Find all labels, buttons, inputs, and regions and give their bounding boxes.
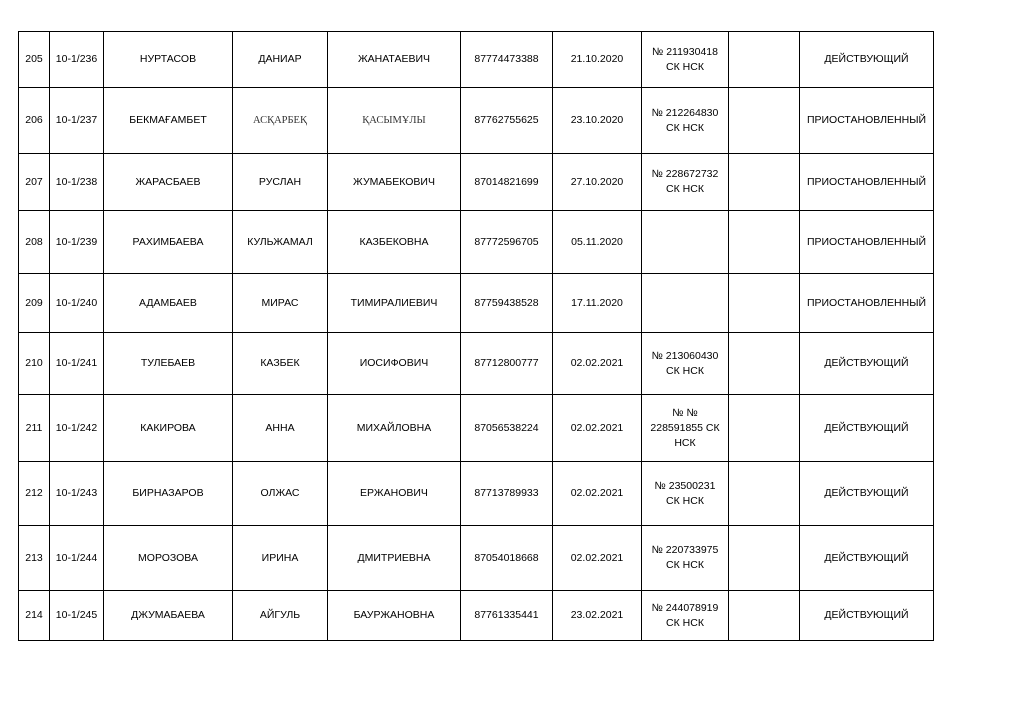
registration-number: 10-1/237 <box>50 88 104 154</box>
certificate <box>642 591 729 641</box>
first-name: АЙГУЛЬ <box>233 591 328 641</box>
note <box>729 526 800 591</box>
table-row <box>19 274 934 333</box>
phone-number: 87054018668 <box>461 526 553 591</box>
row-number: 205 <box>19 32 50 88</box>
first-name: КАЗБЕК <box>233 333 328 395</box>
status: ДЕЙСТВУЮЩИЙ <box>800 333 934 395</box>
certificate-line: № № <box>672 406 698 419</box>
table-row <box>19 395 934 462</box>
last-name: НУРТАСОВ <box>104 32 233 88</box>
note <box>729 88 800 154</box>
status: ДЕЙСТВУЮЩИЙ <box>800 395 934 462</box>
last-name: ЖАРАСБАЕВ <box>104 154 233 211</box>
table-row <box>19 154 934 211</box>
registration-number: 10-1/239 <box>50 211 104 274</box>
phone-number: 87759438528 <box>461 274 553 333</box>
first-name: ДАНИАР <box>233 32 328 88</box>
certificate-line: № 228672732 <box>651 168 719 180</box>
status: ДЕЙСТВУЮЩИЙ <box>800 32 934 88</box>
registration-number: 10-1/242 <box>50 395 104 462</box>
last-name: БЕКМАҒАМБЕТ <box>104 88 233 154</box>
date: 05.11.2020 <box>553 211 642 274</box>
row-number: 209 <box>19 274 50 333</box>
certificate-line: № 211930418 <box>652 45 718 58</box>
certificate-line: СК НСК <box>666 559 704 571</box>
first-name: ИРИНА <box>233 526 328 591</box>
note <box>729 211 800 274</box>
certificate-line: № 244078919 <box>651 601 719 614</box>
registration-number: 10-1/240 <box>50 274 104 333</box>
registration-number: 10-1/238 <box>50 154 104 211</box>
note <box>729 591 800 641</box>
phone-number: 87761335441 <box>461 591 553 641</box>
phone-number: 87774473388 <box>461 32 553 88</box>
status: ПРИОСТАНОВЛЕННЫЙ <box>800 154 934 211</box>
registration-number: 10-1/236 <box>50 32 104 88</box>
certificate-line: НСК <box>674 436 696 449</box>
date: 02.02.2021 <box>553 395 642 462</box>
certificate <box>642 526 729 591</box>
certificate <box>642 462 729 526</box>
last-name: БИРНАЗАРОВ <box>104 462 233 526</box>
last-name: КАКИРОВА <box>104 395 233 462</box>
status: ДЕЙСТВУЮЩИЙ <box>800 462 934 526</box>
phone-number: 87014821699 <box>461 154 553 211</box>
note <box>729 395 800 462</box>
table-row <box>19 591 934 641</box>
certificate-line: СК НСК <box>666 60 704 73</box>
status: ДЕЙСТВУЮЩИЙ <box>800 526 934 591</box>
row-number: 210 <box>19 333 50 395</box>
certificate-line: СК НСК <box>666 494 704 507</box>
certificate-line: № 212264830 <box>651 106 719 119</box>
table-row <box>19 211 934 274</box>
patronymic: ДМИТРИЕВНА <box>328 526 461 591</box>
date: 02.02.2021 <box>553 526 642 591</box>
first-name: РУСЛАН <box>233 154 328 211</box>
row-number: 211 <box>19 395 50 462</box>
certificate <box>642 154 729 211</box>
date: 27.10.2020 <box>553 154 642 211</box>
last-name: АДАМБАЕВ <box>104 274 233 333</box>
row-number: 207 <box>19 154 50 211</box>
patronymic: КАЗБЕКОВНА <box>328 211 461 274</box>
patronymic: МИХАЙЛОВНА <box>328 395 461 462</box>
certificate-line: № 220733975 <box>651 544 719 556</box>
patronymic: ҚАСЫМҰЛЫ <box>328 88 461 154</box>
certificate <box>642 211 729 274</box>
row-number: 213 <box>19 526 50 591</box>
note <box>729 274 800 333</box>
first-name: ОЛЖАС <box>233 462 328 526</box>
registration-number: 10-1/245 <box>50 591 104 641</box>
certificate <box>642 88 729 154</box>
row-number: 214 <box>19 591 50 641</box>
note <box>729 333 800 395</box>
phone-number: 87056538224 <box>461 395 553 462</box>
last-name: ТУЛЕБАЕВ <box>104 333 233 395</box>
first-name: КУЛЬЖАМАЛ <box>233 211 328 274</box>
date: 17.11.2020 <box>553 274 642 333</box>
first-name: МИРАС <box>233 274 328 333</box>
patronymic: ТИМИРАЛИЕВИЧ <box>328 274 461 333</box>
status: ДЕЙСТВУЮЩИЙ <box>800 591 934 641</box>
date: 02.02.2021 <box>553 333 642 395</box>
certificate-line: 228591855 СК <box>650 421 720 434</box>
certificate <box>642 274 729 333</box>
patronymic: ИОСИФОВИЧ <box>328 333 461 395</box>
status: ПРИОСТАНОВЛЕННЫЙ <box>800 211 934 274</box>
registration-number: 10-1/243 <box>50 462 104 526</box>
certificate-line: СК НСК <box>666 364 704 377</box>
phone-number: 87713789933 <box>461 462 553 526</box>
table-row <box>19 462 934 526</box>
patronymic: ЕРЖАНОВИЧ <box>328 462 461 526</box>
registration-number: 10-1/241 <box>50 333 104 395</box>
certificate-line: № 213060430 <box>651 349 719 362</box>
note <box>729 462 800 526</box>
status: ПРИОСТАНОВЛЕННЫЙ <box>800 88 934 154</box>
table-row <box>19 32 934 88</box>
note <box>729 32 800 88</box>
note <box>729 154 800 211</box>
table-row <box>19 526 934 591</box>
date: 23.02.2021 <box>553 591 642 641</box>
certificate-line: СК НСК <box>666 121 704 134</box>
patronymic: ЖУМАБЕКОВИЧ <box>328 154 461 211</box>
phone-number: 87762755625 <box>461 88 553 154</box>
patronymic: ЖАНАТАЕВИЧ <box>328 32 461 88</box>
last-name: ДЖУМАБАЕВА <box>104 591 233 641</box>
table-row <box>19 88 934 154</box>
registration-number: 10-1/244 <box>50 526 104 591</box>
certificate <box>642 395 729 462</box>
last-name: РАХИМБАЕВА <box>104 211 233 274</box>
date: 21.10.2020 <box>553 32 642 88</box>
row-number: 212 <box>19 462 50 526</box>
table-row <box>19 333 934 395</box>
row-number: 206 <box>19 88 50 154</box>
first-name: АСҚАРБЕҚ <box>233 88 328 154</box>
certificate <box>642 32 729 88</box>
phone-number: 87772596705 <box>461 211 553 274</box>
certificate-line: СК НСК <box>666 183 704 195</box>
phone-number: 87712800777 <box>461 333 553 395</box>
first-name: АННА <box>233 395 328 462</box>
date: 23.10.2020 <box>553 88 642 154</box>
certificate-line: СК НСК <box>666 616 704 629</box>
certificate-line: № 23500231 <box>654 479 716 492</box>
date: 02.02.2021 <box>553 462 642 526</box>
registry-table <box>18 31 934 641</box>
row-number: 208 <box>19 211 50 274</box>
status: ПРИОСТАНОВЛЕННЫЙ <box>800 274 934 333</box>
patronymic: БАУРЖАНОВНА <box>328 591 461 641</box>
certificate <box>642 333 729 395</box>
last-name: МОРОЗОВА <box>104 526 233 591</box>
